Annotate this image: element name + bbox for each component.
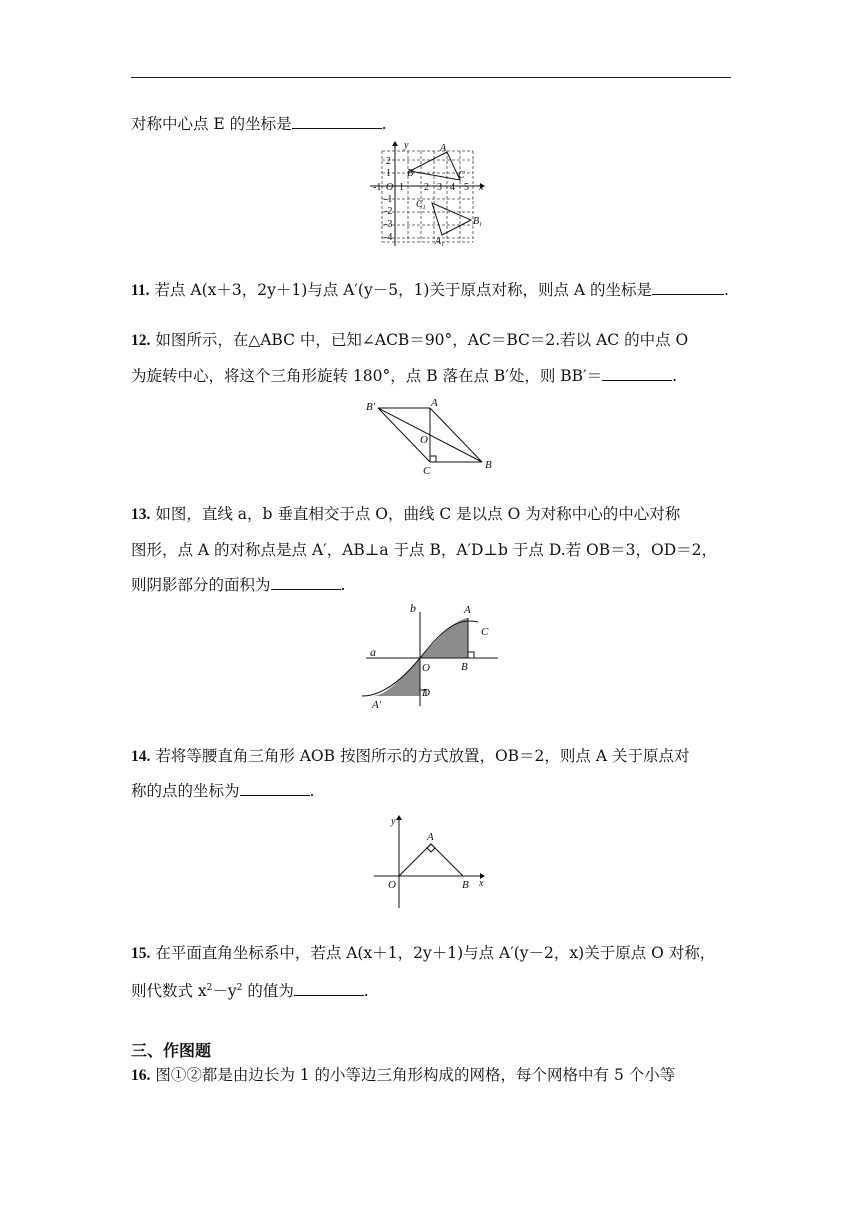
fig10-triangle-a1b1c1	[432, 203, 471, 235]
q15-line2	[131, 978, 369, 1001]
q15-number: 15.	[131, 945, 151, 962]
q13-tail: .	[340, 576, 346, 594]
q13-text-1: 如图，直线 a，b 垂直相交于点 O，曲线 C 是以点 O 为对称中心的中心对称	[155, 505, 681, 523]
fig14-label-o: O	[388, 879, 396, 891]
fig10-label-c: C	[458, 170, 465, 181]
fig10-label-a1: $A_1$	[435, 236, 445, 248]
fig13-label-a-prime: A′	[372, 699, 382, 711]
q15-sup-2: 2	[236, 983, 243, 993]
q12-text-1: 如图所示，在△ABC 中，已知∠ACB＝90°，AC＝BC＝2.若以 AC 的中点 O	[155, 331, 689, 349]
q14-tail: .	[309, 782, 315, 800]
fig14-label-b: B	[462, 879, 469, 891]
q12-answer-blank[interactable]	[602, 366, 672, 381]
fig10-grid-diagram	[368, 140, 488, 250]
q13-number: 13.	[131, 506, 151, 523]
fig10-x-label: x	[479, 182, 484, 193]
fig10-y-label: y	[404, 140, 409, 151]
fig10-y-arrow	[392, 141, 398, 146]
q12-tail: .	[672, 367, 678, 385]
fig14-triangle-aob	[399, 844, 463, 876]
fig12-label-c: C	[423, 465, 431, 477]
fig10-minus-one: -1	[373, 182, 382, 193]
q12-line1	[131, 330, 688, 351]
fig10-grid	[382, 151, 473, 242]
q16-line	[131, 1065, 675, 1086]
q11-line	[131, 280, 729, 301]
q13-line3	[131, 575, 345, 595]
fig10-xtick-1: 1	[399, 182, 404, 193]
q10-answer-blank[interactable]	[292, 114, 382, 129]
fig13-label-a: A	[464, 604, 471, 616]
fig14-label-y: y	[391, 816, 396, 827]
fig13-label-b-line: b	[410, 601, 416, 615]
fig12-ab	[430, 408, 482, 462]
q13-line2	[131, 540, 717, 560]
q10-tail: .	[381, 115, 387, 133]
q15-answer-blank[interactable]	[294, 981, 364, 996]
fig10-label-b1: $B_1$	[473, 216, 483, 228]
q12-number: 12.	[131, 332, 151, 349]
q12-line2	[131, 366, 677, 386]
fig14-label-a: A	[427, 831, 434, 843]
q15-line1	[131, 943, 715, 964]
fig10-label-c1: $C_1$	[416, 199, 426, 211]
fig10-triangle-abc	[410, 152, 460, 180]
fig10-ytick-1: 1	[386, 168, 391, 179]
fig12-label-b: B	[485, 459, 492, 471]
q13-line1	[131, 504, 680, 525]
q15-sup-1: 2	[206, 983, 213, 993]
fig10-xtick-3: 3	[437, 182, 442, 193]
fig12-label-o: O	[420, 434, 428, 446]
fig10-ytick-neg4: -4	[384, 232, 393, 243]
fig13-label-c: C	[481, 626, 489, 638]
q11-answer-blank[interactable]	[652, 280, 724, 295]
fig10-ytick-neg3: -3	[384, 219, 393, 230]
q13-text-2: 图形，点 A 的对称点是点 A′，AB⊥a 于点 B，A′D⊥b 于点 D.若 OB＝3，OD＝2，	[131, 541, 718, 559]
q14-text-1: 若将等腰直角三角形 AOB 按图所示的方式放置，OB＝2，则点 A 关于原点对	[155, 747, 690, 765]
fig10-ytick-2: 2	[386, 156, 391, 167]
fig10-label-b: B	[407, 168, 414, 179]
fig14-label-x: x	[479, 878, 484, 889]
fig13-label-d: D	[422, 687, 430, 699]
q14-line1	[131, 746, 689, 767]
q16-text: 图①②都是由边长为 1 的小等边三角形构成的网格，每个网格中有 5 个小等	[155, 1066, 676, 1084]
q11-text: 若点 A(x＋3，2y＋1)与点 A′(y－5，1)关于原点对称，则点 A 的坐标是	[154, 281, 653, 299]
q14-answer-blank[interactable]	[240, 781, 310, 796]
fig10-label-a: A	[440, 143, 447, 154]
q14-number: 14.	[131, 748, 151, 765]
fig14-y-arrow	[396, 815, 402, 820]
q10-line	[131, 114, 387, 134]
q11-number: 11.	[131, 282, 150, 299]
fig14-diagram	[372, 812, 492, 910]
fig10-origin: O	[386, 182, 394, 193]
q16-number: 16.	[131, 1067, 151, 1084]
fig12-label-a: A	[431, 397, 438, 409]
fig10-xtick-2: 2	[424, 182, 429, 193]
fig13-diagram	[362, 598, 512, 710]
fig10-ytick-neg1: -1	[384, 194, 393, 205]
q13-text-3: 则阴影部分的面积为	[131, 576, 271, 594]
q15-text-2c: 的值为	[242, 982, 294, 1001]
q10-text: 对称中心点 E 的坐标是	[131, 115, 292, 133]
q13-answer-blank[interactable]	[271, 575, 341, 590]
section-3-title: 三、作图题	[131, 1041, 212, 1060]
fig10-xtick-4: 4	[450, 182, 455, 193]
fig13-label-o: O	[422, 662, 430, 674]
fig13-label-b: B	[461, 661, 468, 673]
fig10-ytick-neg2: -2	[384, 206, 393, 217]
fig12-label-b-prime: B′	[366, 401, 376, 413]
q14-text-2: 称的点的坐标为	[131, 782, 240, 800]
q15-tail: .	[363, 982, 369, 1001]
fig13-right-angle-b	[468, 652, 474, 658]
fig13-shade-right	[420, 618, 468, 658]
fig13-label-a-line: a	[370, 645, 376, 659]
fig13-shade-left	[372, 658, 420, 696]
header-rule	[131, 77, 731, 78]
q11-tail: .	[724, 281, 729, 299]
q12-text-2: 为旋转中心，将这个三角形旋转 180°，点 B 落在点 B′处，则 BB′＝	[131, 367, 603, 385]
fig12-right-angle	[430, 456, 436, 462]
q15-text-1: 在平面直角坐标系中，若点 A(x＋1，2y＋1)与点 A′(y－2，x)关于原点 O 对称，	[155, 944, 716, 962]
fig10-xtick-5: 5	[464, 182, 469, 193]
q15-text-2a: 则代数式 x	[131, 982, 207, 1001]
q14-line2	[131, 781, 314, 801]
fig12-diagram	[362, 396, 502, 478]
q15-text-2b: －y	[212, 982, 237, 1001]
fig14-right-angle	[427, 844, 435, 852]
